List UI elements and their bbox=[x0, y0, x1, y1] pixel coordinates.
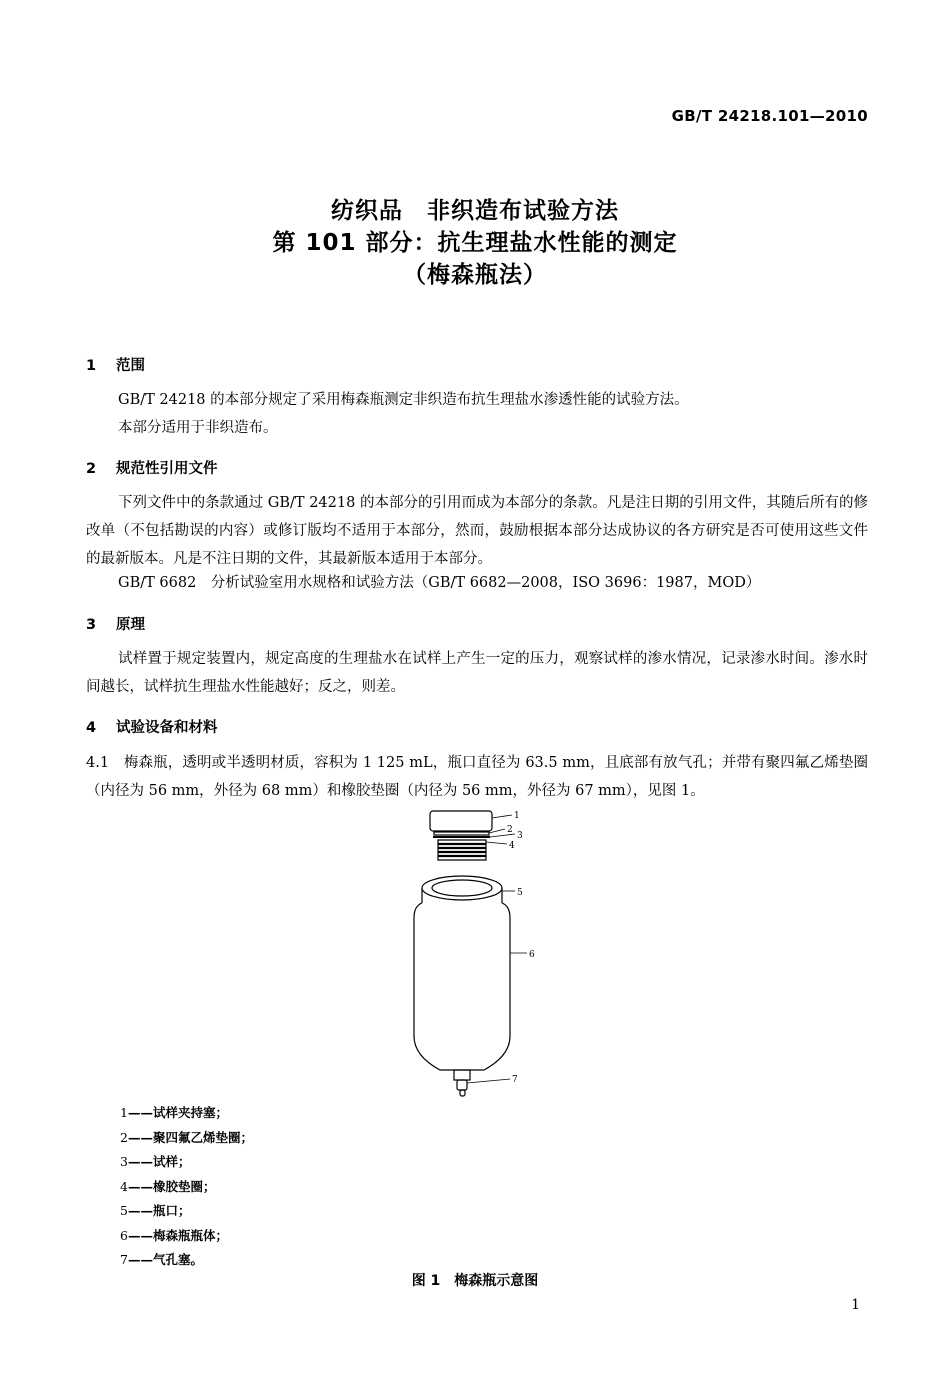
callout-2: 2 bbox=[507, 825, 513, 835]
section-4-heading bbox=[86, 716, 218, 737]
section-number: 3 bbox=[86, 617, 97, 633]
callout-4: 4 bbox=[509, 841, 515, 851]
document-title bbox=[0, 195, 950, 291]
legend-item: 5——瓶口； bbox=[120, 1203, 191, 1218]
rubber-gasket-shape bbox=[438, 840, 486, 860]
standard-code: GB/T 24218.101—2010 bbox=[671, 107, 868, 125]
section-title: 试验设备和材料 bbox=[116, 720, 218, 736]
section-title: 原理 bbox=[116, 617, 145, 633]
page-number: 1 bbox=[851, 1297, 860, 1313]
section-title: 规范性引用文件 bbox=[116, 461, 218, 477]
callout-7: 7 bbox=[512, 1075, 518, 1085]
callout-6: 6 bbox=[529, 950, 535, 960]
section-1-paragraph-2: 本部分适用于非织造布。 bbox=[118, 420, 278, 436]
legend-item: 1——试样夹持塞； bbox=[120, 1105, 228, 1120]
callout-1: 1 bbox=[514, 811, 520, 821]
title-line-3: （梅森瓶法） bbox=[403, 262, 547, 288]
figure-legend bbox=[120, 1101, 253, 1273]
clause-4-1: 4.1 梅森瓶，透明或半透明材质，容积为 1 125 mL，瓶口直径为 63.5 mm，且底部有放气孔；并带有聚四氟乙烯垫圈（内径为 56 mm，外径为 68 mm）和橡胶垫圈（内径为 56 mm，外径为 67 mm），见图 1。 bbox=[86, 755, 868, 799]
title-line-2: 第 101 部分：抗生理盐水性能的测定 bbox=[272, 230, 678, 256]
figure-caption: 图 1 梅森瓶示意图 bbox=[411, 1273, 539, 1289]
section-1-paragraph-1: GB/T 24218 的本部分规定了采用梅森瓶测定非织造布抗生理盐水渗透性能的试验方法。 bbox=[118, 392, 689, 408]
callout-3: 3 bbox=[517, 831, 523, 841]
legend-item: 2——聚四氟乙烯垫圈； bbox=[120, 1129, 253, 1145]
legend-item: 7——气孔塞。 bbox=[120, 1252, 203, 1267]
section-1-heading bbox=[86, 354, 145, 375]
section-3-heading bbox=[86, 613, 145, 634]
section-2-paragraph-1: 下列文件中的条款通过 GB/T 24218 的本部分的引用而成为本部分的条款。凡是注日期的引用文件，其随后所有的修改单（不包括勘误的内容）或修订版均不适用于本部分，然而，鼓励根据本部分达成协议的各方研究是否可使用这些文件的最新版本。凡是不注日期的文件，其最新版本适用于本部分。 bbox=[86, 495, 868, 567]
normative-reference: GB/T 6682 分析试验室用水规格和试验方法（GB/T 6682—2008，ISO 3696：1987，MOD） bbox=[118, 575, 761, 591]
section-number: 4 bbox=[86, 720, 97, 736]
section-number: 1 bbox=[86, 358, 97, 374]
callout-5: 5 bbox=[517, 888, 523, 898]
section-number: 2 bbox=[86, 461, 97, 477]
mason-jar-diagram bbox=[400, 808, 560, 1098]
legend-item: 4——橡胶垫圈； bbox=[120, 1178, 216, 1194]
section-3-paragraph-1: 试样置于规定装置内，规定高度的生理盐水在试样上产生一定的压力，观察试样的渗水情况，记录渗水时间。渗水时间越长，试样抗生理盐水性能越好；反之，则差。 bbox=[86, 651, 868, 695]
jar-mouth-shape bbox=[422, 876, 502, 903]
legend-item: 6——梅森瓶瓶体； bbox=[120, 1227, 228, 1243]
ptfe-gasket-shape bbox=[434, 832, 489, 835]
jar-body-shape bbox=[414, 903, 510, 1070]
legend-item: 3——试样； bbox=[120, 1154, 191, 1169]
section-title: 范围 bbox=[116, 358, 145, 374]
section-2-heading bbox=[86, 457, 218, 478]
title-line-1: 纺织品 非织造布试验方法 bbox=[331, 198, 619, 224]
clamp-cap-shape bbox=[430, 811, 492, 831]
